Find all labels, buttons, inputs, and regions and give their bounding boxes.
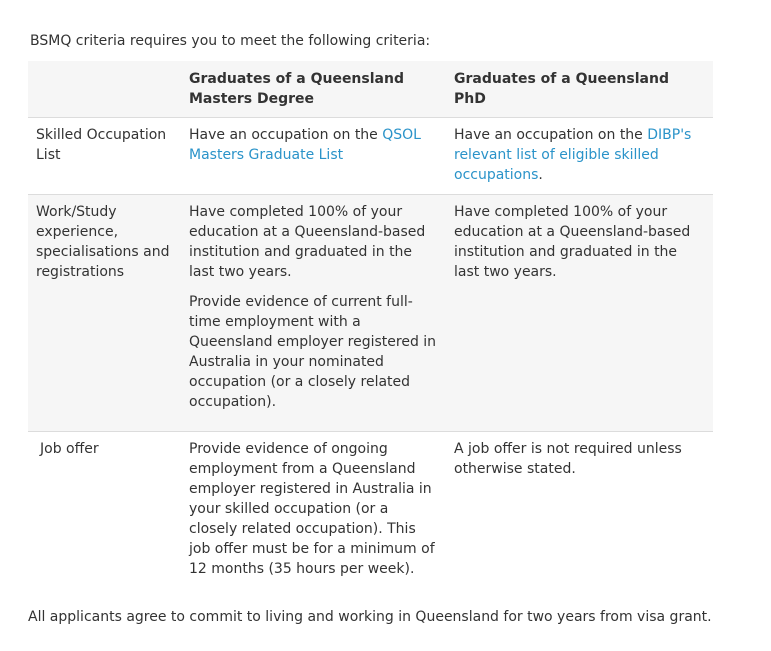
phd-text-prefix: Have an occupation on the [454,126,648,143]
masters-text: Provide evidence of ongoing employment from a Queensland employer registered in Australia in your skilled occupation (or a closely related occupation). This job offer must be for a minimum of 12 months (35 hours per week). [189,440,435,577]
row-label: Job offer [40,440,99,457]
header-phd-label: Graduates of a Queensland PhD [454,71,669,107]
outro-text: All applicants agree to commit to living and working in Queensland for two years from visa grant. [28,609,712,625]
criteria-table [28,61,713,587]
phd-text [446,118,713,185]
row-label-cell [28,194,181,431]
header-empty-cell [28,61,181,117]
masters-cell [181,194,446,431]
masters-cell [181,431,446,587]
masters-paragraph: Provide evidence of current full-time employment with a Queensland employer registered in Australia in your nominated occupation (or a closely related occupation). [189,293,437,410]
header-masters-label: Graduates of a Queensland Masters Degree [189,71,404,107]
dibp-occupations-link[interactable]: DIBP's relevant list of eligible skilled occupations [454,126,692,183]
row-label-cell [28,117,181,194]
phd-text-suffix: . [538,166,543,183]
masters-cell [181,117,446,194]
table-row-skilled-occupation [28,117,713,194]
qsol-masters-link[interactable]: QSOL Masters Graduate List [189,126,421,163]
masters-text [181,118,446,165]
table-row-job-offer [28,431,713,587]
table-header-row [28,61,713,117]
row-label-cell [28,431,181,587]
header-masters [181,61,446,117]
phd-cell [446,431,713,587]
phd-text: A job offer is not required unless otherwise stated. [454,440,682,477]
row-label: Work/Study experience, specialisations and registrations [36,203,170,280]
phd-text: Have completed 100% of your education at a Queensland-based institution and graduated in the last two years. [454,203,691,280]
row-label: Skilled Occupation List [36,126,167,163]
masters-paragraph: Have completed 100% of your education at a Queensland-based institution and graduated in the last two years. [189,203,426,280]
masters-text [181,195,446,412]
phd-cell [446,194,713,431]
intro-text: BSMQ criteria requires you to meet the following criteria: [30,33,431,49]
table-row-work-study [28,194,713,431]
header-phd [446,61,713,117]
masters-text-prefix: Have an occupation on the [189,126,383,143]
phd-cell [446,117,713,194]
